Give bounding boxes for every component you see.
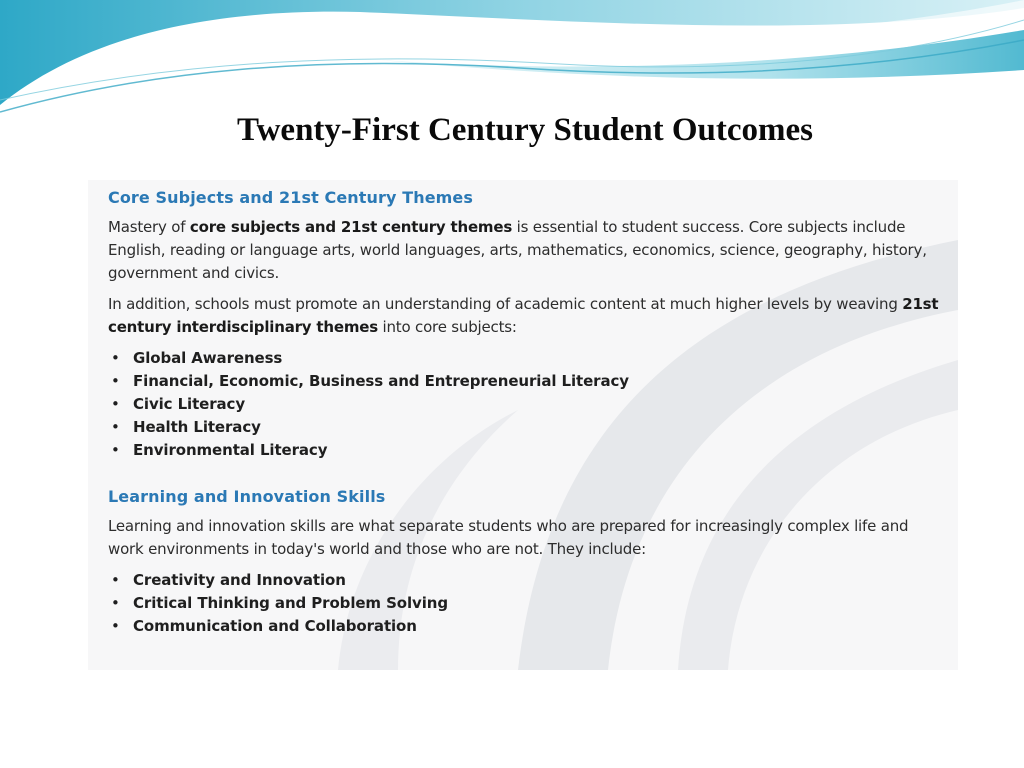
themes-list [108,347,948,462]
list-item-label: Critical Thinking and Problem Solving [133,594,448,612]
list-item-label: Environmental Literacy [133,441,328,459]
bullet-icon: • [111,571,120,589]
bullet-icon: • [111,441,120,459]
text-span: Mastery of [108,218,190,236]
slide-title: Twenty-First Century Student Outcomes [237,112,813,148]
section-heading-learning-innovation: Learning and Innovation Skills [108,487,386,506]
list-item-label: Health Literacy [133,418,261,436]
bold-span: core subjects and 21st century themes [189,218,513,236]
list-item-label: Civic Literacy [133,395,246,413]
themes-paragraph [108,293,948,339]
text-span: In addition, schools must promote an understanding of academic content at much higher levels by weaving [108,295,903,313]
list-item [108,439,948,462]
list-item [108,569,948,592]
bold-span: 21st century interdisciplinary themes [108,295,939,336]
text-span: is essential to student success. Core subjects include English, reading or language arts, world languages, arts, mathematics, economics, science, geography, history, government and civics. [108,218,927,282]
bullet-icon: • [111,418,120,436]
bullet-icon: • [111,372,120,390]
list-item-label: Financial, Economic, Business and Entrepreneurial Literacy [133,372,629,390]
list-item [108,347,948,370]
list-item-label: Global Awareness [133,349,283,367]
list-item [108,592,948,615]
bullet-icon: • [111,617,120,635]
list-item [108,416,948,439]
content-panel [88,180,958,670]
list-item-label: Communication and Collaboration [133,617,417,635]
bullet-icon: • [111,349,120,367]
skills-list [108,569,948,638]
header-wave-decoration [0,0,1024,130]
list-item [108,370,948,393]
learning-skills-paragraph: Learning and innovation skills are what separate students who are prepared for increasingly complex life and work environments in today's world and those who are not. They include: [108,517,909,558]
content-text [108,188,948,638]
section-spacer [108,462,948,487]
bullet-icon: • [111,594,120,612]
core-subjects-paragraph [108,216,948,285]
text-span: into core subjects: [377,318,517,336]
section-heading-core-subjects: Core Subjects and 21st Century Themes [108,188,474,207]
list-item [108,615,948,638]
list-item [108,393,948,416]
list-item-label: Creativity and Innovation [133,571,346,589]
bullet-icon: • [111,395,120,413]
